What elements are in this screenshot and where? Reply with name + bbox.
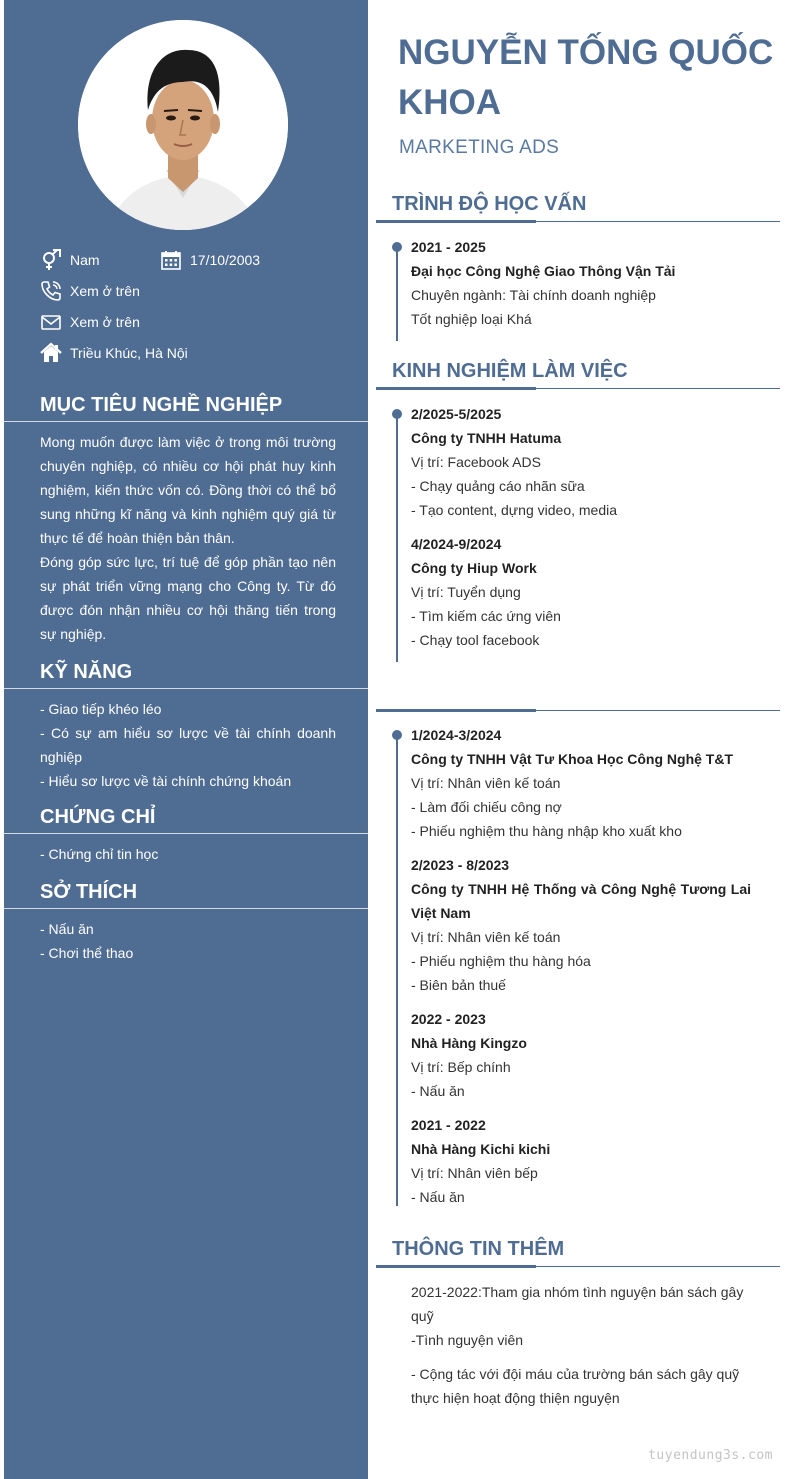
entry-org: Đại học Công Nghệ Giao Thông Vận Tải xyxy=(411,263,676,279)
entry-line: - Nấu ăn xyxy=(411,1189,465,1205)
entry-line: - Tạo content, dựng video, media xyxy=(411,502,618,518)
entry-date: 2022 - 2023 xyxy=(411,1011,486,1027)
entry-date: 2021 - 2025 xyxy=(411,239,486,255)
experience-entry xyxy=(411,1113,751,1209)
skill-item: - Hiểu sơ lược về tài chính chứng khoán xyxy=(40,773,292,789)
additional-item: - Cộng tác với đội máu của trường bán sách gây quỹ thực hiện hoạt động thiện nguyện xyxy=(411,1366,740,1406)
email-icon xyxy=(40,311,62,333)
phone-icon xyxy=(40,280,62,302)
contact-info xyxy=(40,244,360,368)
experience-timeline-1 xyxy=(396,413,398,662)
sidebar xyxy=(4,0,368,1479)
additional-body xyxy=(411,1280,756,1410)
timeline-dot xyxy=(392,242,402,252)
objective-paragraph: Đóng góp sức lực, trí tuệ để góp phần tạo nên sự phát triển vững mạng cho Công ty. Từ đó được đón nhận nhiều cơ hội thăng tiến trong sự nghiệp. xyxy=(40,554,336,642)
experience-timeline-2 xyxy=(396,734,398,1206)
entry-line: Vị trí: Nhân viên bếp xyxy=(411,1165,538,1181)
hobbies-body xyxy=(4,909,368,965)
entry-line: Chuyên ngành: Tài chính doanh nghiệp xyxy=(411,287,656,303)
objective-body xyxy=(4,422,368,646)
education-entry xyxy=(411,235,751,331)
education-timeline xyxy=(396,246,398,341)
dob-value: 17/10/2003 xyxy=(190,251,261,268)
contact-email-row xyxy=(40,306,360,337)
timeline-dot xyxy=(392,730,402,740)
entry-line: - Phiếu nghiệm thu hàng hóa xyxy=(411,953,591,969)
candidate-position: MARKETING ADS xyxy=(399,137,560,158)
certificates-section xyxy=(4,800,368,866)
entry-line: - Biên bản thuế xyxy=(411,977,506,993)
entry-org: Công ty Hiup Work xyxy=(411,560,537,576)
entry-org: Công ty TNHH Hệ Thống và Công Nghệ Tương Lai Việt Nam xyxy=(411,881,751,921)
experience-entry xyxy=(411,723,751,843)
calendar-icon xyxy=(160,249,182,271)
entry-line: Vị trí: Nhân viên kế toán xyxy=(411,775,561,791)
home-icon xyxy=(40,342,62,364)
candidate-name: NGUYỄN TỐNG QUỐC KHOA xyxy=(398,33,774,122)
entry-date: 1/2024-3/2024 xyxy=(411,727,502,743)
portrait-photo xyxy=(78,20,288,230)
objective-title: MỤC TIÊU NGHỀ NGHIỆP xyxy=(4,388,368,422)
additional-item: 2021-2022:Tham gia nhóm tình nguyện bán sách gây quỹ xyxy=(411,1284,744,1324)
skills-section xyxy=(4,655,368,793)
experience-entry xyxy=(411,532,751,652)
gender-icon xyxy=(40,249,62,271)
avatar xyxy=(78,20,288,230)
certificates-body xyxy=(4,834,368,866)
additional-divider xyxy=(376,1266,780,1267)
entry-org: Nhà Hàng Kingzo xyxy=(411,1035,527,1051)
hobby-item: - Chơi thể thao xyxy=(40,945,134,961)
hobbies-title: SỞ THÍCH xyxy=(4,875,368,909)
email-value: Xem ở trên xyxy=(70,313,140,330)
contact-phone-row xyxy=(40,275,360,306)
entry-line: - Chạy quảng cáo nhãn sữa xyxy=(411,478,585,494)
entry-line: Vị trí: Bếp chính xyxy=(411,1059,511,1075)
entry-date: 2021 - 2022 xyxy=(411,1117,486,1133)
dob-field xyxy=(160,244,260,275)
entry-line: - Chạy tool facebook xyxy=(411,632,540,648)
experience-entry xyxy=(411,853,751,997)
watermark: tuyendung3s.com xyxy=(648,1448,773,1463)
contact-address-row xyxy=(40,337,360,368)
entry-org: Công ty TNHH Vật Tư Khoa Học Công Nghệ T&T xyxy=(411,751,734,767)
certificate-item: - Chứng chỉ tin học xyxy=(40,846,159,862)
additional-item: -Tình nguyện viên xyxy=(411,1332,524,1348)
entry-org: Công ty TNHH Hatuma xyxy=(411,430,562,446)
entry-date: 2/2023 - 8/2023 xyxy=(411,857,510,873)
entry-line: Vị trí: Tuyển dụng xyxy=(411,584,521,600)
experience-divider xyxy=(376,388,780,389)
entry-line: - Phiếu nghiệm thu hàng nhập kho xuất kho xyxy=(411,823,682,839)
entry-line: Vị trí: Facebook ADS xyxy=(411,454,541,470)
entry-line: Vị trí: Nhân viên kế toán xyxy=(411,929,561,945)
entry-line: Tốt nghiệp loại Khá xyxy=(411,311,532,327)
timeline-dot xyxy=(392,409,402,419)
experience-entry xyxy=(411,402,751,522)
hobbies-section xyxy=(4,875,368,965)
hobby-item: - Nấu ăn xyxy=(40,921,94,937)
entry-line: - Làm đối chiếu công nợ xyxy=(411,799,562,815)
skills-title: KỸ NĂNG xyxy=(4,655,368,689)
entry-line: - Tìm kiếm các ứng viên xyxy=(411,608,561,624)
experience-title: KINH NGHIỆM LÀM VIỆC xyxy=(392,360,628,382)
entry-org: Nhà Hàng Kichi kichi xyxy=(411,1141,551,1157)
phone-value: Xem ở trên xyxy=(70,282,140,299)
objective-paragraph: Mong muốn được làm việc ở trong môi trường chuyên nghiệp, có nhiều cơ hội phát huy kinh nghiệm, kiến thức vốn có. Đồng thời có thể bổ sung những kĩ năng và kinh nghiệm quý giá từ thực tế để hoàn thiện bản thân. xyxy=(40,434,336,546)
experience-entry xyxy=(411,1007,751,1103)
skill-item: - Có sự am hiểu sơ lược về tài chính doanh nghiệp xyxy=(40,725,336,765)
entry-line: - Nấu ăn xyxy=(411,1083,465,1099)
contact-gender-row xyxy=(40,244,360,275)
objective-section xyxy=(4,388,368,646)
additional-title: THÔNG TIN THÊM xyxy=(392,1238,565,1260)
education-title: TRÌNH ĐỘ HỌC VẤN xyxy=(392,193,587,215)
education-divider xyxy=(376,221,780,222)
gender-value: Nam xyxy=(70,251,100,268)
address-value: Triều Khúc, Hà Nội xyxy=(70,344,188,361)
skills-body xyxy=(4,689,368,793)
skill-item: - Giao tiếp khéo léo xyxy=(40,701,162,717)
certificates-title: CHỨNG CHỈ xyxy=(4,800,368,834)
page-break-divider xyxy=(376,710,780,711)
entry-date: 4/2024-9/2024 xyxy=(411,536,502,552)
entry-date: 2/2025-5/2025 xyxy=(411,406,502,422)
